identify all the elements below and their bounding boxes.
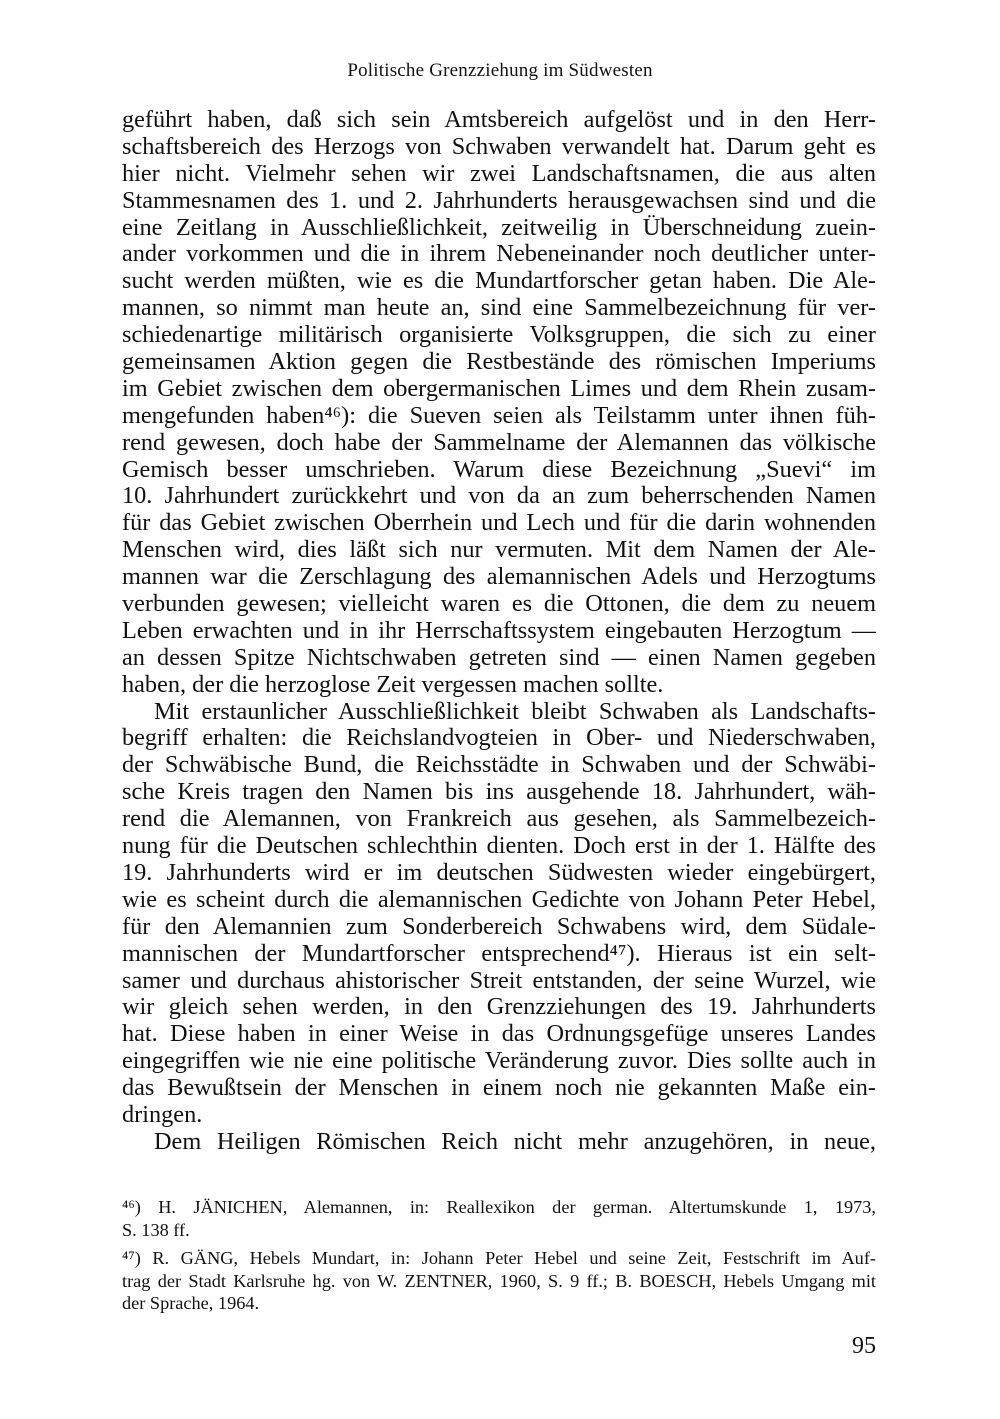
text-line: Mit erstaunlicher Ausschließlichkeit bleibt Schwaben als Landschafts-: [154, 698, 876, 725]
text-line: wir gleich sehen werden, in den Grenzziehungen des 19. Jahrhunderts: [122, 994, 876, 1021]
footnote-line: S. 138 ff.: [122, 1219, 190, 1240]
text-line: rend gewesen, doch habe der Sammelname der Alemannen das völkische: [122, 429, 876, 456]
text-line: hier nicht. Vielmehr sehen wir zwei Landschaftsnamen, die aus alten: [122, 160, 876, 187]
text-line: Gemisch besser umschrieben. Warum diese Bezeichnung „Suevi“ im: [122, 456, 876, 483]
text-line: gemeinsamen Aktion gegen die Restbestände des römischen Imperiums: [122, 349, 876, 376]
text-line: das Bewußtsein der Menschen in einem noch nie gekannten Maße ein-: [122, 1075, 876, 1102]
text-line: schaftsbereich des Herzogs von Schwaben verwandelt hat. Darum geht es: [122, 133, 876, 160]
text-line: mengefunden haben⁴⁶): die Sueven seien als Teilstamm unter ihnen füh-: [122, 402, 876, 429]
text-line: schiedenartige militärisch organisierte Volksgruppen, die sich zu einer: [122, 322, 876, 349]
text-line: mannischen der Mundartforscher entsprechend⁴⁷). Hieraus ist ein selt-: [122, 940, 876, 967]
text-line: eingegriffen wie nie eine politische Veränderung zuvor. Dies sollte auch in: [122, 1048, 876, 1075]
running-header: Politische Grenzziehung im Südwesten: [347, 60, 653, 81]
text-line: rend die Alemannen, von Frankreich aus gesehen, als Sammelbezeich-: [122, 806, 876, 833]
text-line: wie es scheint durch die alemannischen Gedichte von Johann Peter Hebel,: [122, 886, 876, 913]
footnote-line: ⁴⁷) R. GÄNG, Hebels Mundart, in: Johann Peter Hebel und seine Zeit, Festschrift im Auf-: [122, 1248, 876, 1269]
text-line: begriff erhalten: die Reichslandvogteien in Ober- und Niederschwaben,: [122, 725, 876, 752]
text-line: samer und durchaus ahistorischer Streit entstanden, der seine Wurzel, wie: [122, 967, 876, 994]
text-line: der Schwäbische Bund, die Reichsstädte in Schwaben und der Schwäbi-: [122, 752, 876, 779]
footnote-47: [122, 1247, 876, 1315]
text-line: Dem Heiligen Römischen Reich nicht mehr anzugehören, in neue,: [154, 1128, 876, 1155]
text-line: Menschen wird, dies läßt sich nur vermuten. Mit dem Namen der Ale-: [122, 537, 876, 564]
text-line: mannen, so nimmt man heute an, sind eine Sammelbezeichnung für ver-: [122, 295, 876, 322]
text-line: haben, der die herzoglose Zeit vergessen machen sollte.: [122, 671, 664, 698]
text-line: Stammesnamen des 1. und 2. Jahrhunderts herausgewachsen sind und die: [122, 187, 876, 214]
footnote-line: ⁴⁶) H. JÄNICHEN, Alemannen, in: Reallexikon der german. Altertumskunde 1, 1973,: [122, 1197, 876, 1217]
text-line: ander vorkommen und die in ihrem Nebeneinander noch deutlicher unter-: [122, 241, 876, 268]
text-line: mannen war die Zerschlagung des alemannischen Adels und Herzogtums: [122, 564, 876, 591]
text-line: Leben erwachten und in ihr Herrschaftssystem eingebauten Herzogtum —: [122, 617, 876, 644]
text-line: 19. Jahrhunderts wird er im deutschen Südwesten wieder eingebürgert,: [122, 859, 876, 886]
text-line: im Gebiet zwischen dem obergermanischen Limes und dem Rhein zusam-: [122, 375, 876, 402]
text-line: verbunden gewesen; vielleicht waren es die Ottonen, die dem zu neuem: [122, 591, 876, 618]
text-line: 10. Jahrhundert zurückkehrt und von da an zum beherrschenden Namen: [122, 483, 876, 510]
text-line: geführt haben, daß sich sein Amtsbereich aufgelöst und in den Herr-: [122, 107, 876, 133]
footnotes: [122, 1196, 876, 1315]
text-line: hat. Diese haben in einer Weise in das Ordnungsgefüge unseres Landes: [122, 1021, 876, 1048]
main-text: [122, 107, 876, 1156]
text-line: sucht werden müßten, wie es die Mundartforscher getan haben. Die Ale-: [122, 268, 876, 295]
page-number: 95: [852, 1333, 876, 1359]
text-line: dringen.: [122, 1101, 203, 1128]
footnote-line: trag der Stadt Karlsruhe hg. von W. ZENTNER, 1960, S. 9 ff.; B. BOESCH, Hebels Umgang mit: [122, 1270, 876, 1291]
footnote-46: [122, 1196, 876, 1241]
text-line: nung für die Deutschen schlechthin dienten. Doch erst in der 1. Hälfte des: [122, 833, 876, 860]
footnote-line: der Sprache, 1964.: [122, 1293, 260, 1314]
text-line: sche Kreis tragen den Namen bis ins ausgehende 18. Jahrhundert, wäh-: [122, 779, 876, 806]
text-line: an dessen Spitze Nichtschwaben getreten sind — einen Namen gegeben: [122, 644, 876, 671]
text-line: für das Gebiet zwischen Oberrhein und Lech und für die darin wohnenden: [122, 510, 876, 537]
text-line: eine Zeitlang in Ausschließlichkeit, zeitweilig in Überschneidung zuein-: [122, 214, 876, 241]
text-line: für den Alemannien zum Sonderbereich Schwabens wird, dem Südale-: [122, 913, 876, 940]
